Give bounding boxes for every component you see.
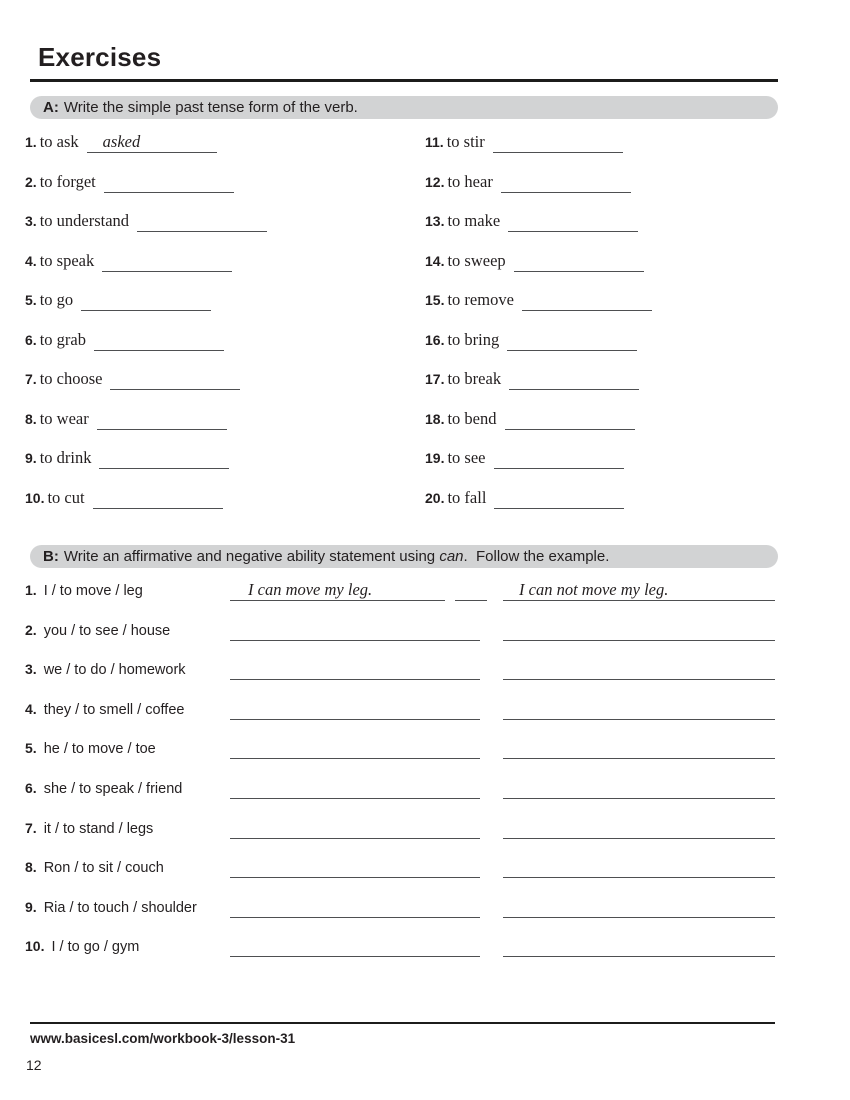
past-tense-answer-blank[interactable] xyxy=(104,171,234,193)
verb-prompt: to choose xyxy=(39,369,103,389)
past-tense-answer-blank[interactable] xyxy=(493,131,623,153)
item-number: 1. xyxy=(25,582,37,598)
item-number: 3. xyxy=(25,661,37,678)
exercise-b-rows xyxy=(25,611,775,967)
footer-url: www.basicesl.com/workbook-3/lesson-31 xyxy=(30,1031,296,1046)
past-tense-answer-blank[interactable] xyxy=(110,368,240,390)
prompt-cell xyxy=(25,769,230,810)
past-tense-answer-blank[interactable] xyxy=(508,210,638,232)
item-number: 1. xyxy=(25,134,37,150)
item-number: 18. xyxy=(425,410,445,427)
affirmative-answer-blank[interactable] xyxy=(230,897,480,918)
negative-answer-blank[interactable] xyxy=(503,778,775,799)
past-tense-answer-blank[interactable] xyxy=(99,447,229,469)
verb-prompt: to stir xyxy=(446,132,485,151)
verb-prompt: to make xyxy=(447,211,501,231)
negative-answer-blank[interactable] xyxy=(503,659,775,680)
negative-answer-blank[interactable] xyxy=(503,897,775,918)
item-number: 4. xyxy=(25,252,37,269)
affirmative-answer-blank[interactable] xyxy=(230,738,480,759)
affirmative-answer-blank[interactable] xyxy=(230,699,480,720)
exercise-b-example-row xyxy=(25,571,775,611)
item-number: 8. xyxy=(25,859,37,876)
prompt-cell xyxy=(25,848,230,889)
past-tense-answer-blank[interactable] xyxy=(514,250,644,272)
affirmative-answer-blank[interactable] xyxy=(230,620,480,641)
prompt-cell xyxy=(25,927,230,968)
exercise-a-item xyxy=(425,280,805,320)
prompt-text: they / to smell / coffee xyxy=(43,701,185,718)
prompt-cell xyxy=(25,888,230,929)
item-number: 9. xyxy=(25,450,37,467)
exercise-a-item xyxy=(25,438,405,478)
exercise-b-row xyxy=(25,888,775,928)
verb-prompt: to understand xyxy=(39,211,130,231)
item-number: 8. xyxy=(25,410,37,427)
item-number: 10. xyxy=(25,938,45,955)
past-tense-answer-blank[interactable] xyxy=(81,289,211,311)
exercise-a-item xyxy=(25,162,405,202)
verb-prompt: to go xyxy=(39,290,74,310)
item-number: 5. xyxy=(25,740,37,757)
past-tense-answer-blank[interactable] xyxy=(507,329,637,351)
item-number: 6. xyxy=(25,331,37,348)
exercise-a-item xyxy=(25,478,405,518)
exercise-a-item xyxy=(25,241,405,281)
item-number: 15. xyxy=(425,292,445,309)
item-number: 4. xyxy=(25,700,37,717)
verb-prompt: to break xyxy=(447,369,502,389)
exercise-a-column-right xyxy=(425,122,805,517)
past-tense-answer-blank[interactable] xyxy=(137,210,267,232)
item-number: 7. xyxy=(25,371,37,388)
item-number: 5. xyxy=(25,292,37,309)
prompt-text: she / to speak / friend xyxy=(43,780,183,797)
item-number: 13. xyxy=(425,213,445,230)
prompt-text: I / to go / gym xyxy=(51,939,140,956)
past-tense-answer-blank[interactable] xyxy=(94,329,224,351)
section-b-instruction-italic: can xyxy=(439,548,464,565)
exercise-a-item xyxy=(425,478,805,518)
item-number: 11. xyxy=(425,134,444,150)
verb-prompt: to forget xyxy=(39,171,96,191)
prompt-text: he / to move / toe xyxy=(43,741,156,758)
negative-answer-blank[interactable] xyxy=(503,936,775,957)
past-tense-answer-blank[interactable] xyxy=(494,447,624,469)
past-tense-answer-blank[interactable] xyxy=(501,171,631,193)
verb-prompt: to bring xyxy=(447,329,500,349)
verb-prompt: to speak xyxy=(39,250,95,270)
past-tense-answer-blank[interactable] xyxy=(494,487,624,509)
exercise-b-row xyxy=(25,848,775,888)
past-tense-answer-blank[interactable] xyxy=(102,250,232,272)
prompt-cell xyxy=(25,809,230,850)
exercise-b-row xyxy=(25,650,775,690)
affirmative-answer-blank[interactable] xyxy=(230,659,480,680)
negative-answer-blank[interactable] xyxy=(503,699,775,720)
exercise-a-item xyxy=(25,122,405,162)
exercise-b-list xyxy=(25,571,775,967)
affirmative-answer-blank[interactable]: I can move my leg. ​ xyxy=(230,580,445,601)
negative-answer-blank[interactable] xyxy=(503,620,775,641)
exercise-a-item xyxy=(425,438,805,478)
verb-prompt: to bend xyxy=(447,408,497,428)
verb-prompt: to ask xyxy=(39,132,79,151)
item-number: 20. xyxy=(425,489,445,506)
item-number: 17. xyxy=(425,371,445,388)
past-tense-answer-blank[interactable] xyxy=(97,408,227,430)
exercise-a-item xyxy=(25,359,405,399)
section-a-header xyxy=(30,96,778,119)
exercise-b-row xyxy=(25,611,775,651)
past-tense-answer-blank[interactable] xyxy=(93,487,223,509)
affirmative-answer-blank[interactable] xyxy=(230,857,480,878)
item-number: 9. xyxy=(25,898,37,915)
exercise-a-item xyxy=(425,359,805,399)
verb-prompt: to grab xyxy=(39,329,86,349)
prompt-text: you / to see / house xyxy=(43,622,171,639)
verb-prompt: to sweep xyxy=(447,250,506,270)
item-number: 3. xyxy=(25,213,37,230)
prompt-text: we / to do / homework xyxy=(43,662,186,679)
title-rule xyxy=(30,79,778,82)
item-number: 14. xyxy=(425,252,445,269)
section-b-instruction-post: . Follow the example. xyxy=(463,548,610,565)
exercise-b-row xyxy=(25,769,775,809)
exercise-a-item xyxy=(425,320,805,360)
exercise-a-column-left xyxy=(25,122,405,517)
exercise-a-item xyxy=(425,241,805,281)
exercise-b-row xyxy=(25,927,775,967)
prompt-cell xyxy=(25,690,230,731)
past-tense-answer-blank[interactable] xyxy=(509,368,639,390)
page-number: 12 xyxy=(26,1057,42,1073)
item-number: 10. xyxy=(25,489,45,506)
affirmative-answer-blank[interactable] xyxy=(230,818,480,839)
exercise-a-item xyxy=(25,399,405,439)
negative-answer-blank[interactable]: I can not move my leg. ​ xyxy=(503,580,775,601)
affirmative-answer-blank[interactable] xyxy=(230,778,480,799)
item-number: 12. xyxy=(425,173,445,190)
item-number: 6. xyxy=(25,779,37,796)
past-tense-answer-blank[interactable] xyxy=(522,289,652,311)
negative-answer-blank[interactable] xyxy=(503,857,775,878)
exercise-b-row xyxy=(25,729,775,769)
verb-prompt: to cut xyxy=(47,487,85,507)
section-b-header xyxy=(30,545,778,568)
prompt-cell xyxy=(25,650,230,691)
exercise-b-row xyxy=(25,809,775,849)
item-number: 16. xyxy=(425,331,445,348)
negative-answer-blank[interactable] xyxy=(503,818,775,839)
affirmative-answer-blank[interactable] xyxy=(230,936,480,957)
exercise-a-item xyxy=(25,201,405,241)
past-tense-answer-blank[interactable]: asked ​ xyxy=(87,131,217,153)
verb-prompt: to wear xyxy=(39,408,89,428)
exercise-a-item xyxy=(425,399,805,439)
exercise-a-item xyxy=(425,201,805,241)
item-number: 7. xyxy=(25,819,37,836)
item-number: 2. xyxy=(25,173,37,190)
exercise-a-item xyxy=(425,162,805,202)
footer-rule xyxy=(30,1022,775,1024)
prompt-text: it / to stand / legs xyxy=(43,820,154,837)
section-b-instruction-pre: Write an affirmative and negative ability statement using xyxy=(63,548,440,565)
verb-prompt: to remove xyxy=(447,290,514,310)
prompt-cell xyxy=(25,571,230,612)
item-number: 19. xyxy=(425,450,445,467)
prompt-cell xyxy=(25,729,230,770)
page-title: Exercises xyxy=(38,42,162,72)
exercise-a-item xyxy=(25,320,405,360)
verb-prompt: to hear xyxy=(447,171,493,191)
section-a-label: A: xyxy=(43,99,59,116)
exercise-a-item xyxy=(425,122,805,162)
item-number: 2. xyxy=(25,621,37,638)
prompt-cell xyxy=(25,611,230,652)
prompt-text: Ron / to sit / couch xyxy=(43,860,164,877)
prompt-text: Ria / to touch / shoulder xyxy=(43,899,197,916)
verb-prompt: to drink xyxy=(39,448,92,468)
section-a-instruction: Write the simple past tense form of the verb. xyxy=(63,99,358,116)
prompt-text: I / to move / leg xyxy=(43,583,143,599)
past-tense-answer-blank[interactable] xyxy=(505,408,635,430)
section-b-label: B: xyxy=(43,548,59,565)
exercise-a-item xyxy=(25,280,405,320)
exercise-b-row xyxy=(25,690,775,730)
negative-answer-blank[interactable] xyxy=(503,738,775,759)
verb-prompt: to fall xyxy=(447,487,487,507)
short-blank-segment[interactable] xyxy=(455,580,487,601)
verb-prompt: to see xyxy=(447,448,486,468)
